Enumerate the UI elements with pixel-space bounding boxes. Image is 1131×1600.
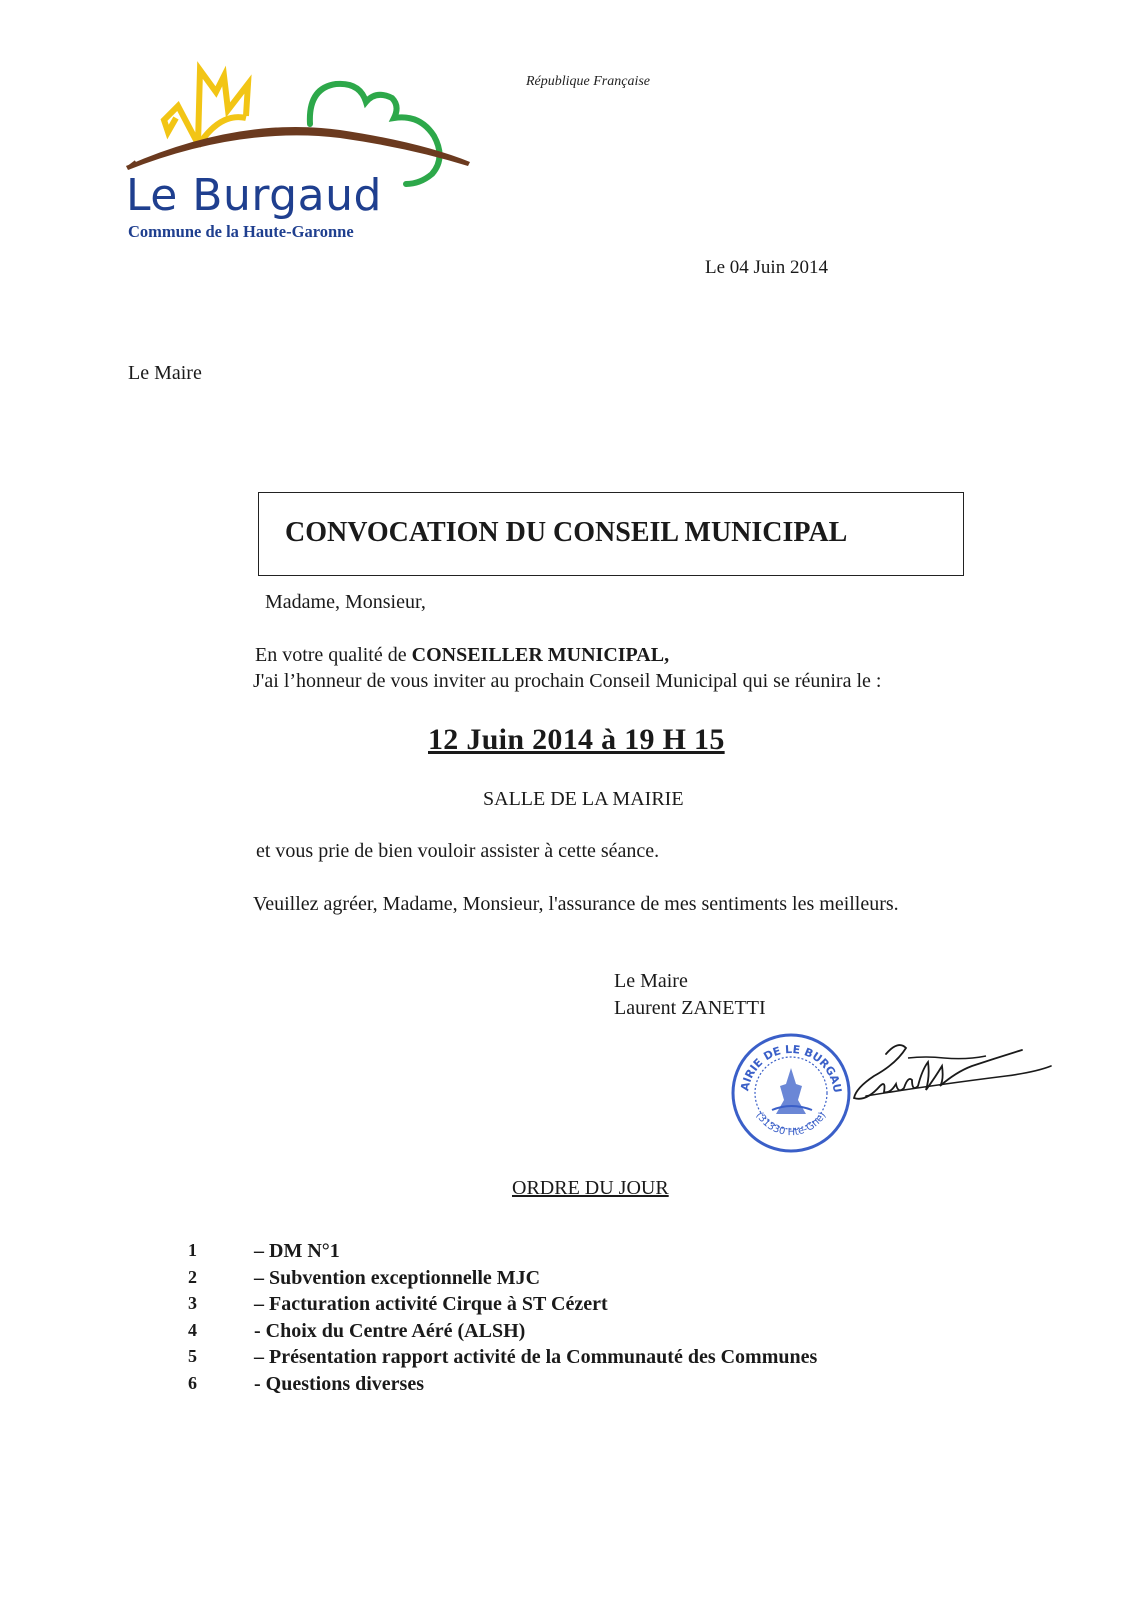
signatory-title: Le Maire bbox=[614, 970, 688, 992]
agenda-list bbox=[188, 1240, 948, 1399]
commune-logo bbox=[120, 58, 490, 248]
agenda-heading: ORDRE DU JOUR bbox=[512, 1177, 669, 1199]
agenda-item-text: – Présentation rapport activité de la Communauté des Communes bbox=[254, 1346, 818, 1368]
qualite-role: CONSEILLER MUNICIPAL, bbox=[411, 644, 670, 666]
agenda-item bbox=[188, 1293, 948, 1320]
agenda-item bbox=[188, 1240, 948, 1267]
agenda-item-number: 2 bbox=[188, 1266, 197, 1287]
stamp-icon bbox=[728, 1030, 854, 1156]
agenda-item bbox=[188, 1267, 948, 1294]
svg-text:(31330 Hte-Gne): (31330 Hte-Gne) bbox=[753, 1110, 829, 1139]
agenda-item-text: - Questions diverses bbox=[254, 1372, 424, 1395]
title-box bbox=[258, 492, 964, 576]
svg-text:MAIRIE DE LE BURGAUD: AIRIE DE LE BURGAU bbox=[738, 1042, 844, 1094]
qualite-prefix: En votre qualité de bbox=[255, 644, 412, 666]
agenda-item-number: 5 bbox=[188, 1346, 197, 1366]
signatory-name: Laurent ZANETTI bbox=[614, 997, 766, 1019]
official-stamp bbox=[728, 1030, 854, 1156]
request-line: et vous prie de bien vouloir assister à cette séance. bbox=[256, 840, 660, 862]
agenda-item bbox=[188, 1346, 948, 1373]
agenda-item-text: – Subvention exceptionnelle MJC bbox=[254, 1266, 541, 1289]
qualite-line bbox=[255, 644, 669, 667]
agenda-item bbox=[188, 1320, 948, 1347]
greeting: Madame, Monsieur, bbox=[265, 591, 426, 613]
agenda-item-text: - Choix du Centre Aéré (ALSH) bbox=[254, 1319, 526, 1342]
agenda-item-text: – DM N°1 bbox=[254, 1240, 340, 1262]
logo-subtitle: Commune de la Haute-Garonne bbox=[128, 222, 354, 241]
document-title: CONVOCATION DU CONSEIL MUNICIPAL bbox=[285, 517, 848, 548]
closing-line: Veuillez agréer, Madame, Monsieur, l'assurance de mes sentiments les meilleurs. bbox=[253, 893, 899, 915]
handwritten-signature bbox=[846, 1036, 1056, 1116]
agenda-item-number: 4 bbox=[188, 1319, 197, 1340]
agenda-item-number: 1 bbox=[188, 1240, 197, 1260]
invitation-line: J'ai l’honneur de vous inviter au prochain Conseil Municipal qui se réunira le : bbox=[253, 670, 882, 692]
agenda-item-text: – Facturation activité Cirque à ST Cézert bbox=[254, 1293, 608, 1315]
logo-name: Le Burgaud bbox=[126, 170, 382, 221]
agenda-item bbox=[188, 1373, 948, 1400]
letter-date: Le 04 Juin 2014 bbox=[705, 257, 828, 278]
sender-label: Le Maire bbox=[128, 362, 202, 384]
meeting-date: 12 Juin 2014 à 19 H 15 bbox=[428, 723, 725, 756]
agenda-item-number: 6 bbox=[188, 1372, 197, 1393]
republique-label: République Française bbox=[526, 74, 651, 89]
signature-icon bbox=[846, 1036, 1056, 1116]
agenda-item-number: 3 bbox=[188, 1293, 197, 1313]
meeting-location: SALLE DE LA MAIRIE bbox=[483, 788, 684, 810]
